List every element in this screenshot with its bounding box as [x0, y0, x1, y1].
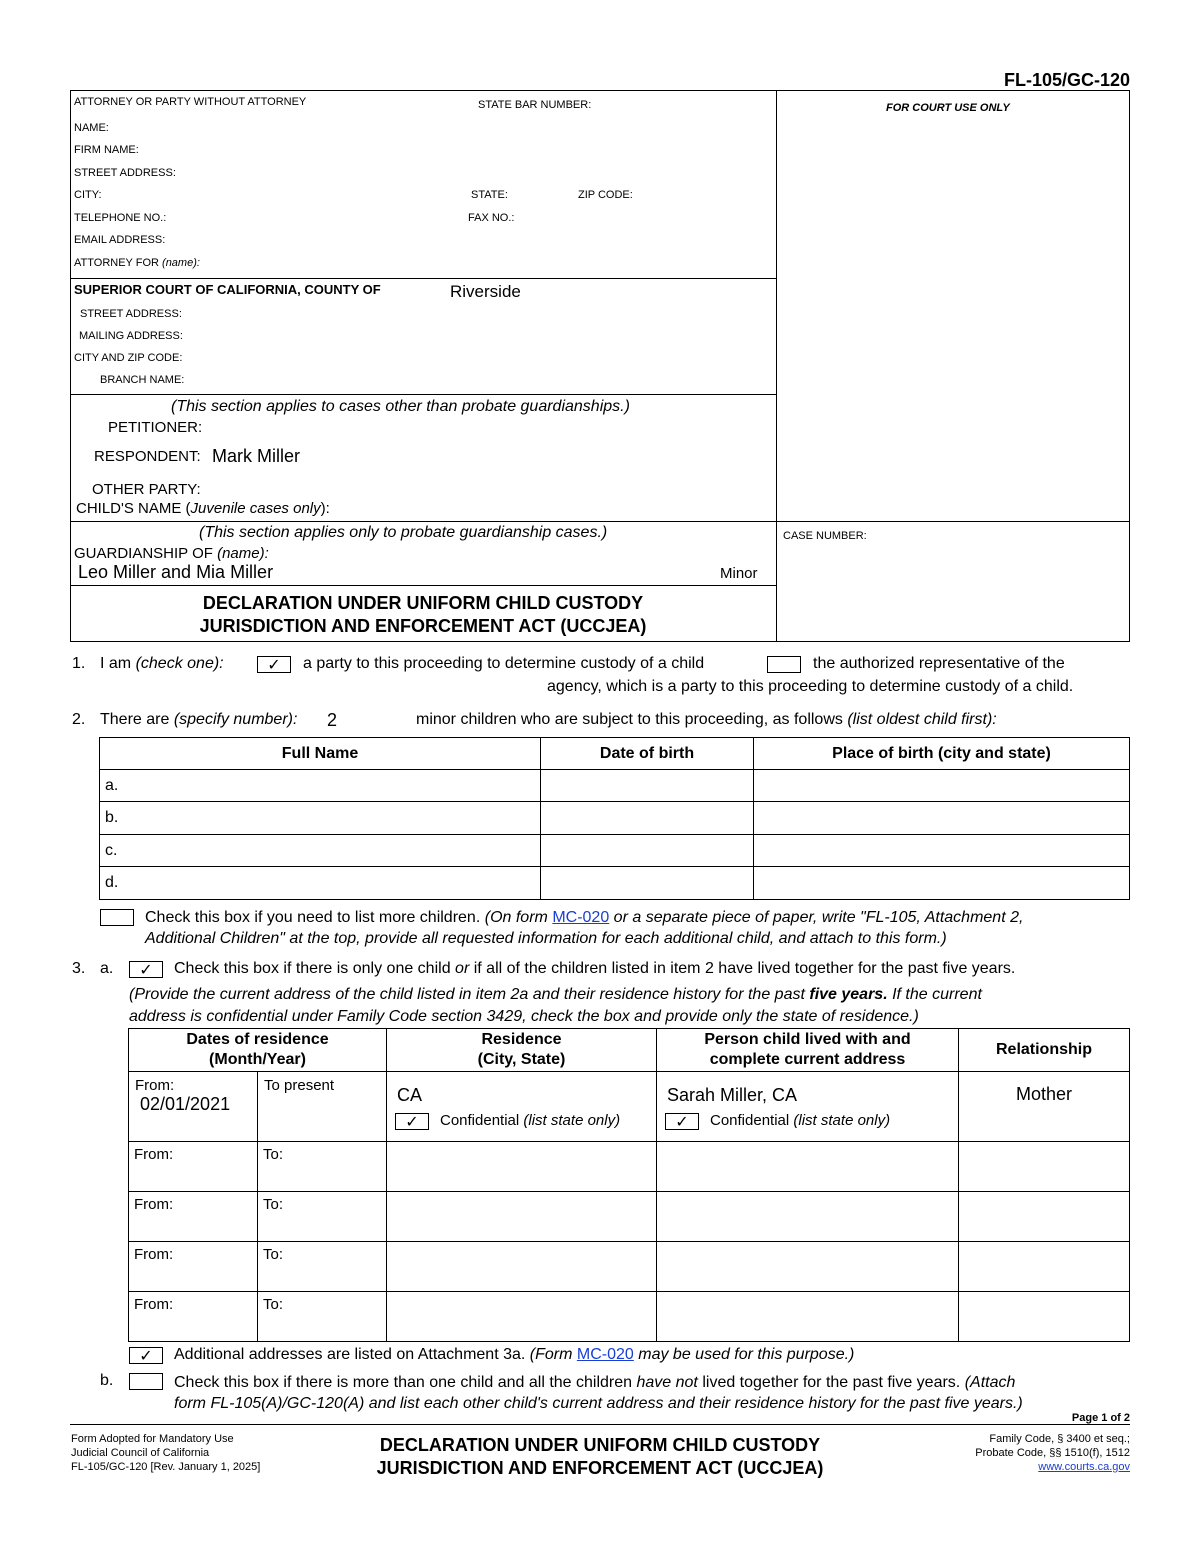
additional-addresses-checkbox[interactable]: ✓ — [129, 1347, 163, 1364]
to-cell[interactable]: To: — [258, 1192, 387, 1242]
item1-agency-text-2: agency, which is a party to this proceeding to determine custody of a child. — [547, 678, 1074, 695]
residence-cell[interactable] — [387, 1142, 657, 1192]
child-name-cell[interactable]: d. — [100, 867, 541, 900]
guardianship-note: (This section applies only to probate guardianship cases.) — [199, 524, 608, 541]
additional-addresses-text: Additional addresses are listed on Attachment 3a. (Form MC-020 may be used for this purpose.) — [174, 1346, 855, 1363]
court-city-zip-label: CITY AND ZIP CODE: — [74, 352, 183, 364]
residence-confidential-label: Confidential (list state only) — [440, 1112, 621, 1129]
respondent-label: RESPONDENT: — [94, 448, 201, 465]
relationship-cell[interactable]: Mother — [959, 1072, 1130, 1142]
table-row — [100, 770, 1130, 802]
telephone-label: TELEPHONE NO.: — [74, 212, 167, 224]
footer-left: Form Adopted for Mandatory Use Judicial Council of California FL-105/GC-120 [Rev. January 1, 2025] — [71, 1433, 261, 1473]
mc020-link-2[interactable]: MC-020 — [576, 1346, 634, 1363]
item3a-text: Check this box if there is only one child or if all of the children listed in item 2 have lived together for the past five years. — [174, 960, 1016, 977]
person-cell[interactable] — [657, 1142, 959, 1192]
from-cell[interactable]: From: — [129, 1242, 258, 1292]
child-pob-cell[interactable] — [754, 802, 1130, 835]
city-label: CITY: — [74, 189, 102, 201]
item3b-checkbox[interactable] — [129, 1373, 163, 1390]
item1-lead: I am (check one): — [100, 655, 224, 672]
county-value: Riverside — [450, 282, 521, 301]
person-cell[interactable] — [657, 1072, 959, 1142]
residence-cell[interactable] — [387, 1192, 657, 1242]
to-cell[interactable]: To present — [258, 1072, 387, 1142]
person-confidential-label: Confidential (list state only) — [710, 1112, 891, 1129]
page-number: Page 1 of 2 — [1071, 1412, 1130, 1424]
name-label: NAME: — [74, 122, 109, 134]
table-row — [100, 802, 1130, 835]
other-party-label: OTHER PARTY: — [92, 481, 201, 498]
person-confidential-checkbox[interactable]: ✓ — [665, 1113, 699, 1130]
item1-agency-checkbox[interactable] — [767, 656, 801, 673]
relationship-cell[interactable] — [959, 1142, 1130, 1192]
court-label: SUPERIOR COURT OF CALIFORNIA, COUNTY OF — [74, 282, 381, 297]
from-date-value: 02/01/2021 — [140, 1094, 231, 1114]
to-cell[interactable]: To: — [258, 1142, 387, 1192]
person-cell[interactable] — [657, 1242, 959, 1292]
footer-title: DECLARATION UNDER UNIFORM CHILD CUSTODY JURISDICTION AND ENFORCEMENT ACT (UCCJEA) — [376, 1435, 824, 1478]
item1-agency-text: the authorized representative of the — [813, 655, 1065, 672]
person-value: Sarah Miller, CA — [667, 1085, 798, 1105]
residence-cell[interactable] — [387, 1242, 657, 1292]
table-row — [129, 1142, 1130, 1192]
respondent-value: Mark Miller — [212, 446, 300, 466]
form-title: DECLARATION UNDER UNIFORM CHILD CUSTODY JURISDICTION AND ENFORCEMENT ACT (UCCJEA) — [199, 593, 647, 636]
more-children-text: Check this box if you need to list more children. (On form MC-020 or a separate piece of paper, write "FL-105, Attachment 2, Additional Children" at the top, provide all requested information for each additional child, and attach to this form.) — [145, 909, 1024, 947]
state-label: STATE: — [471, 189, 508, 201]
parties-note: (This section applies to cases other than probate guardianships.) — [171, 398, 630, 415]
item3-number: 3. — [72, 960, 86, 977]
attorney-header: ATTORNEY OR PARTY WITHOUT ATTORNEY — [74, 96, 307, 108]
table-row — [100, 867, 1130, 900]
children-table — [99, 737, 1130, 900]
col-residence: Residence (City, State) — [387, 1029, 657, 1072]
court-mailing-label: MAILING ADDRESS: — [79, 330, 183, 342]
to-cell[interactable]: To: — [258, 1242, 387, 1292]
col-dates: Dates of residence (Month/Year) — [129, 1029, 387, 1072]
item3a-label: a. — [100, 960, 114, 977]
children-count[interactable]: 2 — [327, 710, 338, 730]
firm-name-label: FIRM NAME: — [74, 144, 139, 156]
residence-value: CA — [397, 1085, 423, 1105]
childs-name-label: CHILD'S NAME (Juvenile cases only): — [76, 500, 330, 517]
court-branch-label: BRANCH NAME: — [100, 374, 185, 386]
child-pob-cell[interactable] — [754, 835, 1130, 867]
item3a-checkbox[interactable]: ✓ — [129, 961, 163, 978]
court-street-label: STREET ADDRESS: — [80, 308, 182, 320]
residence-cell[interactable] — [387, 1292, 657, 1342]
from-cell[interactable]: From: 02/01/2021 — [129, 1072, 258, 1142]
court-use-label: FOR COURT USE ONLY — [886, 102, 1010, 114]
item3b-label: b. — [100, 1372, 114, 1389]
form-number: FL-105/GC-120 — [1003, 70, 1130, 90]
col-person: Person child lived with and complete current address — [657, 1029, 959, 1072]
child-pob-cell[interactable] — [754, 867, 1130, 900]
courts-website-link[interactable]: www.courts.ca.gov — [1038, 1461, 1130, 1473]
item3b-text: Check this box if there is more than one child and all the children have not lived together for the past five years. (Attach form FL-105(A)/GC-120(A) and list each other child's current address and their residence history for the past five years.) — [174, 1374, 1023, 1412]
table-row — [100, 835, 1130, 867]
item1-number: 1. — [72, 655, 86, 672]
petitioner-label: PETITIONER: — [108, 419, 203, 436]
relationship-cell[interactable] — [959, 1292, 1130, 1342]
col-relationship: Relationship — [959, 1029, 1130, 1072]
to-cell[interactable]: To: — [258, 1292, 387, 1342]
child-dob-cell[interactable] — [541, 835, 754, 867]
residence-table — [128, 1028, 1130, 1342]
col-place-of-birth: Place of birth (city and state) — [754, 738, 1130, 770]
relationship-cell[interactable] — [959, 1242, 1130, 1292]
table-row — [129, 1072, 1130, 1142]
table-row — [129, 1292, 1130, 1342]
state-bar-label: STATE BAR NUMBER: — [478, 99, 592, 111]
fax-label: FAX NO.: — [468, 212, 515, 224]
residence-cell[interactable] — [387, 1072, 657, 1142]
child-name-cell[interactable]: c. — [100, 835, 541, 867]
relationship-cell[interactable] — [959, 1192, 1130, 1242]
child-dob-cell[interactable] — [541, 802, 754, 835]
person-cell[interactable] — [657, 1292, 959, 1342]
col-full-name: Full Name — [100, 738, 541, 770]
table-row — [129, 1192, 1130, 1242]
zip-label: ZIP CODE: — [578, 189, 633, 201]
item2-number: 2. — [72, 711, 86, 728]
item2-lead: There are (specify number): — [100, 711, 298, 728]
email-label: EMAIL ADDRESS: — [74, 234, 166, 246]
from-cell[interactable]: From: — [129, 1292, 258, 1342]
minor-label: Minor — [720, 565, 758, 582]
guardianship-value: Leo Miller and Mia Miller — [78, 562, 274, 582]
child-pob-cell[interactable] — [754, 770, 1130, 802]
item1-party-checkbox[interactable]: ✓ — [257, 656, 291, 673]
child-name-cell[interactable]: b. — [100, 802, 541, 835]
item2-text: minor children who are subject to this proceeding, as follows (list oldest child first): — [416, 711, 997, 728]
more-children-checkbox[interactable] — [100, 909, 134, 926]
child-dob-cell[interactable] — [541, 867, 754, 900]
from-cell[interactable]: From: — [129, 1192, 258, 1242]
guardianship-label: GUARDIANSHIP OF (name): — [74, 545, 269, 562]
attorney-for-label: ATTORNEY FOR (name): — [74, 257, 200, 269]
item3a-hint: (Provide the current address of the child listed in item 2a and their residence history for the past five years. If the current address is confidential under Family Code section 3429, check the box and provide only the state of residence.) — [129, 986, 982, 1025]
child-name-cell[interactable]: a. — [100, 770, 541, 802]
col-date-of-birth: Date of birth — [541, 738, 754, 770]
footer-right: Family Code, § 3400 et seq.; Probate Code, §§ 1510(f), 1512 www.courts.ca.gov — [975, 1433, 1130, 1473]
child-dob-cell[interactable] — [541, 770, 754, 802]
street-address-label: STREET ADDRESS: — [74, 167, 176, 179]
residence-confidential-checkbox[interactable]: ✓ — [395, 1113, 429, 1130]
from-cell[interactable]: From: — [129, 1142, 258, 1192]
person-cell[interactable] — [657, 1192, 959, 1242]
item1-party-text: a party to this proceeding to determine custody of a child — [303, 655, 705, 672]
mc020-link[interactable]: MC-020 — [552, 909, 610, 926]
table-row — [129, 1242, 1130, 1292]
case-number-label: CASE NUMBER: — [783, 530, 867, 542]
